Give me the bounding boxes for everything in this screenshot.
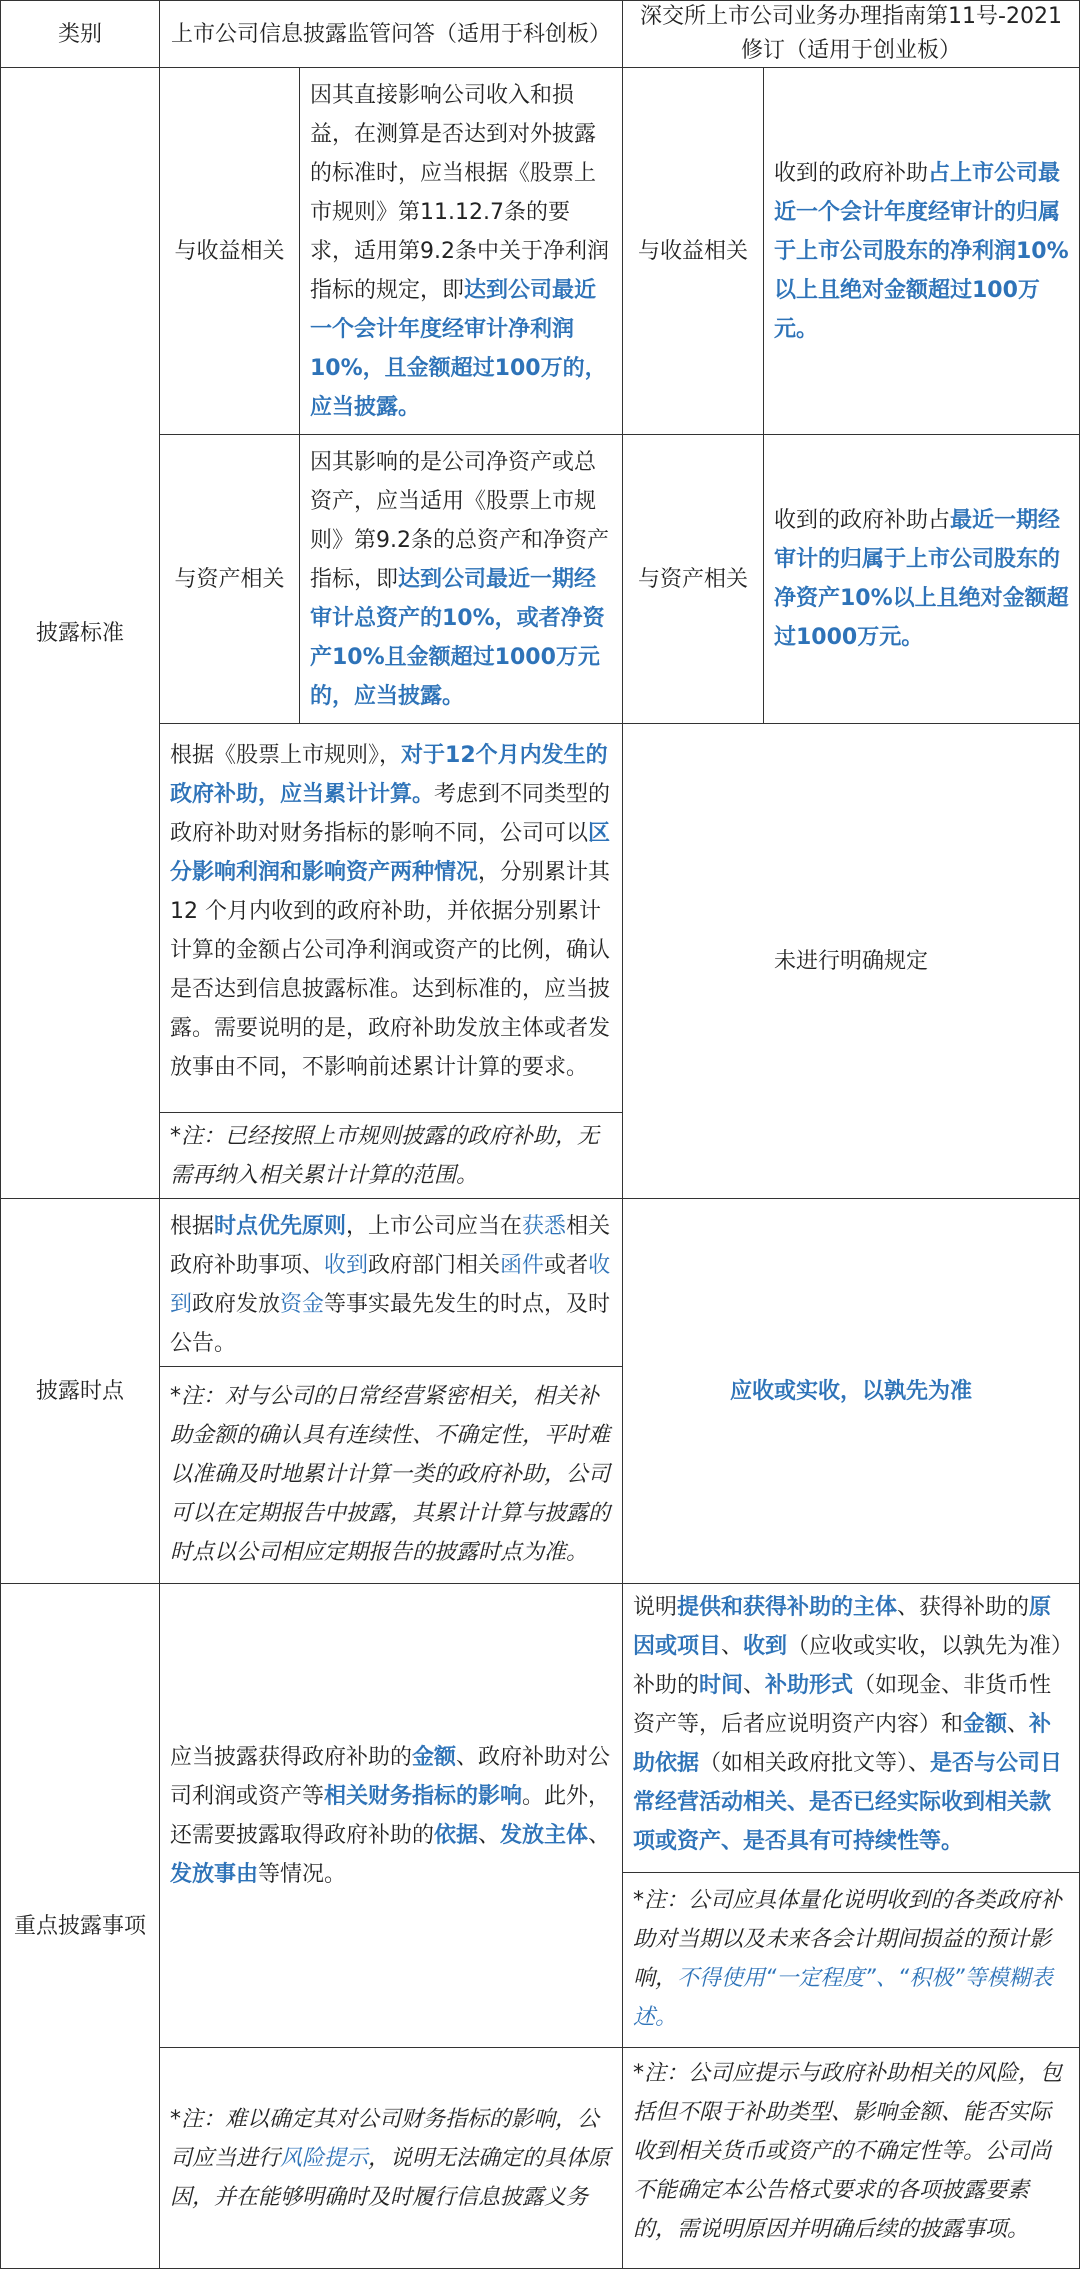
- header-cyb: 深交所上市公司业务办理指南第11号-2021 修订（适用于创业板）: [622, 0, 1080, 68]
- key-disclosure-cyb-note: *注：公司应具体量化说明收到的各类政府补助对当期以及未来各会计期间损益的预计影响，不得使用“一定程度”、“积极”等模糊表述。: [622, 1872, 1080, 2048]
- disclosure-timing-note: *注：对与公司的日常经营紧密相关，相关补助金额的确认具有连续性、不确定性，平时难以准确及时地累计计算一类的政府补助，公司可以在定期报告中披露，其累计计算与披露的时点以公司相应定期报告的披露时点为准。: [159, 1366, 623, 1584]
- income-related-label: 与收益相关: [159, 67, 300, 435]
- income-related-cyb-label: 与收益相关: [622, 67, 764, 435]
- disclosure-timing-kcb: 根据时点优先原则，上市公司应当在获悉相关政府补助事项、收到政府部门相关函件或者收到政府发放资金等事实最先发生的时点，及时公告。: [159, 1198, 623, 1367]
- cumulative-calculation-kcb: 根据《股票上市规则》，对于12个月内发生的政府补助，应当累计计算。考虑到不同类型的政府补助对财务指标的影响不同，公司可以区分影响利润和影响资产两种情况，分别累计其12 个月内收到的政府补助，并依据分别累计计算的金额占公司净利润或资产的比例，确认是否达到信息披露标准。达到标准的，应当披露。需要说明的是，政府补助发放主体或者发放事由不同，不影响前述累计计算的要求。: [159, 723, 623, 1113]
- asset-related-kcb: 因其影响的是公司净资产或总资产，应当适用《股票上市规则》第9.2条的总资产和净资产指标，即达到公司最近一期经审计总资产的10%，或者净资产10%且金额超过1000万元的，应当披露。: [299, 434, 623, 724]
- risk-warning-cyb-note: *注：公司应提示与政府补助相关的风险，包括但不限于补助类型、影响金额、能否实际收到相关货币或资产的不确定性等。公司尚不能确定本公告格式要求的各项披露要素的，需说明原因并明确后续的披露事项。: [622, 2047, 1080, 2269]
- header-kcb: 上市公司信息披露监管问答（适用于科创板）: [159, 0, 623, 68]
- asset-related-cyb: 收到的政府补助占最近一期经审计的归属于上市公司股东的净资产10%以上且绝对金额超过1000万元。: [763, 434, 1080, 724]
- income-related-kcb: 因其直接影响公司收入和损益，在测算是否达到对外披露的标准时，应当根据《股票上市规则》第11.12.7条的要求，适用第9.2条中关于净利润指标的规定，即达到公司最近一个会计年度经审计净利润10%，且金额超过100万的，应当披露。: [299, 67, 623, 435]
- section-disclosure-timing-label: 披露时点: [0, 1198, 160, 1584]
- key-disclosure-kcb: 应当披露获得政府补助的金额、政府补助对公司利润或资产等相关财务指标的影响。此外，还需要披露取得政府补助的依据、发放主体、发放事由等情况。: [159, 1583, 623, 2048]
- disclosure-timing-cyb: 应收或实收，以孰先为准: [622, 1198, 1080, 1584]
- risk-warning-kcb-note: *注：难以确定其对公司财务指标的影响，公司应当进行风险提示，说明无法确定的具体原因，并在能够明确时及时履行信息披露义务: [159, 2047, 623, 2269]
- asset-related-label: 与资产相关: [159, 434, 300, 724]
- key-disclosure-cyb: 说明提供和获得补助的主体、获得补助的原因或项目、收到（应收或实收，以孰先为准）补助的时间、补助形式（如现金、非货币性资产等，后者应说明资产内容）和金额、补助依据（如相关政府批文等）、是否与公司日常经营活动相关、是否已经实际收到相关款项或资产、是否具有可持续性等。: [622, 1583, 1080, 1873]
- asset-related-cyb-label: 与资产相关: [622, 434, 764, 724]
- cyb-not-specified: 未进行明确规定: [622, 723, 1080, 1199]
- header-category: 类别: [0, 0, 160, 68]
- section-disclosure-standard-label: 披露标准: [0, 67, 160, 1199]
- income-related-cyb: 收到的政府补助占上市公司最近一个会计年度经审计的归属于上市公司股东的净利润10%以上且绝对金额超过100万元。: [763, 67, 1080, 435]
- cumulative-note: *注：已经按照上市规则披露的政府补助，无需再纳入相关累计计算的范围。: [159, 1112, 623, 1199]
- section-key-disclosure-label: 重点披露事项: [0, 1583, 160, 2269]
